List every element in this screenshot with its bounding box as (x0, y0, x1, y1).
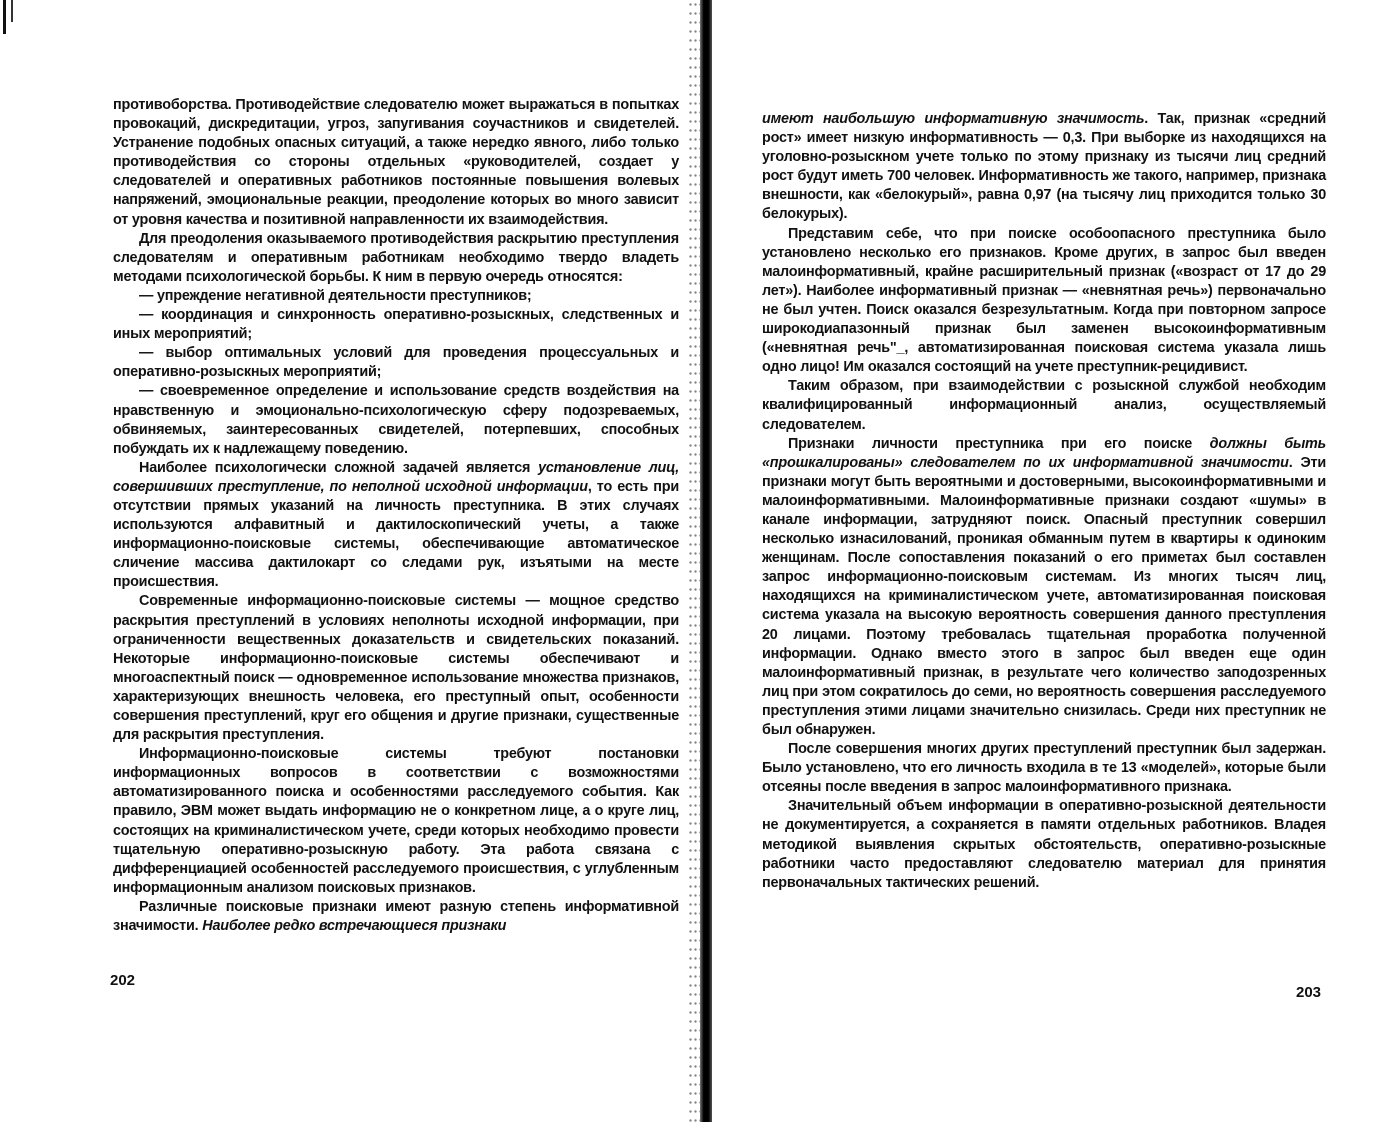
body-text: Признаки личности преступника при его поиске (788, 435, 1210, 452)
right-page-number: 203 (1296, 984, 1322, 1001)
paragraph (113, 96, 679, 230)
scan-artifact-mark-secondary (11, 0, 13, 22)
emphasized-text: должны быть «прошкалированы» следователем по их информативной значимости (762, 435, 1327, 471)
body-text: . Эти признаки могут быть вероятными и достоверными, высокоинформативными и малоинформативными. Малоинформативные признаки создают «шумы» в канале информации, затрудняют поиск. Опасный преступник совершил несколько изнасилований, проникая обманным путем в квартиры к одиноким женщинам. После сопоставления показаний о его приметах был составлен запрос информационно-поисковым системам. Из многих тысяч лиц, находящихся на криминалистическом учете, автоматизированная поисковая система указала на высокую вероятность совершения данного преступления 20 лицами. Поэтому требовалась тщательная проработка полученной информации. Однако вместо этого в запрос был введен еще один малоинформативный признак, в результате чего количество заподозренных лиц при этом сократилось до семи, но вероятность совершения расследуемого преступления этими лицами значительно снизилась. Среди них преступник не был обнаружен. (762, 454, 1326, 738)
paragraph (762, 377, 1326, 434)
body-text: Современные информационно-поисковые системы — мощное средство раскрытия преступлений в условиях неполноты исходной информации, при ограниченности вещественных доказательств и свидетельских показаний. Некоторые информационно-поисковые системы обеспечивают и многоаспектный поиск — одновременное использование множества признаков, характеризующих внешность человека, его преступный опыт, особенности совершения преступлений, круг его общения и другие признаки, существенные для раскрытия преступления. (113, 593, 679, 744)
paragraph (113, 592, 679, 745)
paragraph (113, 745, 679, 898)
paragraph (762, 225, 1326, 378)
paragraph (762, 435, 1326, 741)
paragraph (113, 306, 679, 344)
body-text: . Так, признак «средний рост» имеет низкую информативность — 0,3. При выборке из находящихся на уголовно-розыскном учете только по этому признаку из тысячи лиц средний рост будут иметь 700 человек. Информативность же такого, например, признака внешности, как «белокурый», равна 0,97 (на тысячу лиц приходится только 30 белокурых). (762, 111, 1327, 223)
paragraph (113, 382, 679, 458)
body-text: Для преодоления оказываемого противодействия раскрытию преступления следователям и оперативным работникам необходимо твердо владеть методами психологической борьбы. К ним в первую очередь относятся: (113, 230, 679, 285)
body-text: Значительный объем информации в оперативно-розыскной деятельности не документируется, а сохраняется в памяти отдельных работников. Владея методикой выявления скрытых обстоятельств, оперативно-розыскные работники часто предоставляют следователю материал для принятия первоначальных тактических решений. (762, 798, 1326, 891)
paragraph (762, 740, 1326, 797)
body-text: Информационно-поисковые системы требуют постановки информационных вопросов в соответствии с возможностями автоматизированного поиска и особенностями расследуемого события. Как правило, ЭВМ может выдать информацию не о конкретном лице, а о круге лиц, состоящих на криминалистическом учете, среди которых необходимо провести тщательную оперативно-розыскную работу. Эта работа связана с дифференциацией особенностей расследуемого происшествия, с углубленным информационным анализом поисковых признаков. (113, 746, 679, 896)
paragraph (113, 344, 679, 382)
left-page-number: 202 (110, 972, 136, 989)
right-page-text (762, 110, 1326, 893)
body-text: После совершения многих других преступлений преступник был задержан. Было установлено, что его личность входила в те 13 «моделей», которые были отсеяны после введения в запрос малоинформативного признака. (762, 741, 1326, 796)
paragraph (113, 230, 679, 287)
paragraph (762, 797, 1326, 892)
body-text: — упреждение негативной деятельности преступников; (139, 287, 532, 304)
body-text: , то есть при отсутствии прямых указаний на личность преступника. В этих случаях используются алфавитный и дактилоскопический учеты, а также информационно-поисковые системы, обеспечивающие автоматическое сличение массива дактилокарт со следами рук, изъятыми на месте происшествия. (113, 478, 679, 591)
paragraph (113, 287, 679, 306)
body-text: Различные поисковые признаки имеют разную степень информативной значимости. (113, 898, 679, 935)
emphasized-text: установление лиц, совершивших преступление, по неполной исходной информации (113, 459, 679, 495)
body-text: Таким образом, при взаимодействии с розыскной службой необходим квалифицированный информационный анализ, осуществляемый следователем. (762, 378, 1326, 433)
paragraph (113, 459, 679, 593)
emphasized-text: Наиболее редко встречающиеся признаки (202, 918, 507, 935)
paragraph (762, 110, 1326, 225)
body-text: Наиболее психологически сложной задачей является (139, 459, 539, 476)
body-text: — своевременное определение и использование средств воздействия на нравственную и эмоционально-психологическую сферу подозреваемых, обвиняемых, заинтересованных свидетелей, потерпевших, способных побуждать их к надлежащему поведению. (113, 383, 679, 457)
paragraph (113, 898, 679, 936)
body-text: Представим себе, что при поиске особоопасного преступника было установлено несколько его признаков. Кроме других, в запрос был введен малоинформативный, крайне расширительный признак («возраст от 17 до 29 лет»). Наиболее информативный признак — «невнятная речь») первоначально не был учтен. Поиск оказался безрезультатным. Когда при повторном запросе широкодиапазонный признак был заменен высокоинформативным («невнятная речь"_, автоматизированная поисковая система указала лишь одно лицо! Им оказался состоящий на учете преступник-рецидивист. (762, 225, 1326, 376)
scan-artifact-mark (3, 0, 6, 34)
body-text: противоборства. Противодействие следователю может выражаться в попытках провокаций, дискредитации, угроз, запугивания соучастников и свидетелей. Устранение подобных опасных ситуаций, а также нередко явного, либо только противодействия со стороны отдельных «руководителей, создает у следователей и оперативных работников постоянные повышения волевых напряжений, эмоциональные реакции, преодоление которых во много зависит от уровня качества и позитивной направленности их взаимодействия. (113, 97, 679, 228)
body-text: — выбор оптимальных условий для проведения процессуальных и оперативно-розыскных мероприятий; (113, 345, 679, 381)
emphasized-text: имеют наибольшую информативную значимость (762, 111, 1145, 127)
left-page-text (113, 96, 679, 936)
book-spine (700, 0, 712, 1122)
body-text: — координация и синхронность оперативно-розыскных, следственных и иных мероприятий; (113, 307, 679, 343)
book-spine-shadow (688, 0, 700, 1122)
